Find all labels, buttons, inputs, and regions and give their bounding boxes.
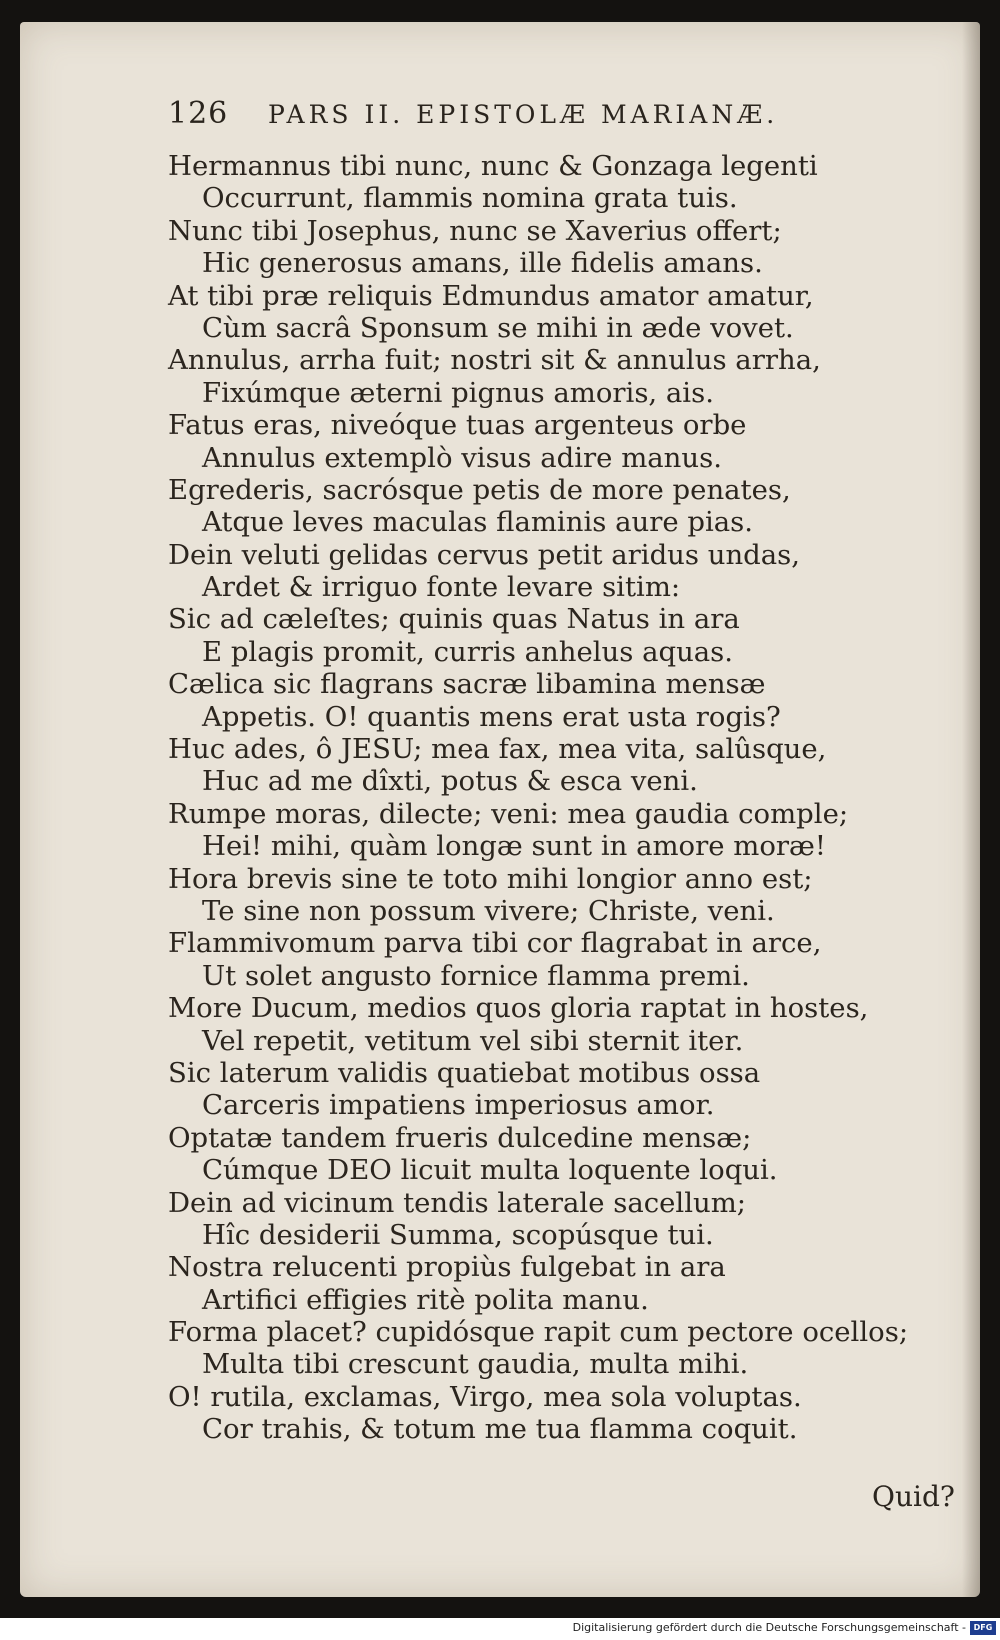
running-head: PARS II. EPISTOLÆ MARIANÆ.	[268, 100, 779, 129]
verse-line: Vel repetit, vetitum vel sibi sternit iter.	[202, 1024, 744, 1057]
book-page	[20, 22, 980, 1597]
verse-line: Dein ad vicinum tendis laterale sacellum;	[168, 1186, 747, 1219]
verse-line: Fixúmque æterni pignus amoris, ais.	[202, 376, 714, 409]
verse-line: Optatæ tandem frueris dulcedine mensæ;	[168, 1121, 752, 1154]
verse-line: Huc ad me dîxti, potus & esca veni.	[202, 765, 698, 798]
verse-line: Forma placet? cupidósque rapit cum pectore ocellos;	[168, 1316, 909, 1349]
verse-line: Cælica sic flagrans sacræ libamina mensæ	[168, 668, 766, 701]
verse-line: Egrederis, sacrósque petis de more penates,	[168, 473, 791, 506]
verse-line: E plagis promit, curris anhelus aquas.	[202, 635, 734, 668]
footer-credit: Digitalisierung gefördert durch die Deutsche Forschungsgemeinschaft -	[572, 1621, 966, 1634]
verse-line: Atque leves maculas flaminis aure pias.	[202, 506, 754, 539]
verse-line: Ardet & irriguo fonte levare sitim:	[202, 571, 681, 604]
verse-line: Dein veluti gelidas cervus petit aridus undas,	[168, 538, 801, 571]
verse-line: Flammivomum parva tibi cor flagrabat in arce,	[168, 927, 822, 960]
verse-line: Rumpe moras, dilecte; veni: mea gaudia comple;	[168, 797, 849, 830]
verse-line: Cúmque DEO licuit multa loquente loqui.	[202, 1154, 778, 1187]
verse-line: Carceris impatiens imperiosus amor.	[202, 1089, 715, 1122]
verse-line: Hei! mihi, quàm longæ sunt in amore moræ!	[202, 830, 826, 863]
verse-line: Annulus, arrha fuit; nostri sit & annulus arrha,	[168, 344, 821, 377]
verse-line: Fatus eras, niveóque tuas argenteus orbe	[168, 409, 747, 442]
verse-line: Sic laterum validis quatiebat motibus ossa	[168, 1056, 761, 1089]
verse-line: Nunc tibi Josephus, nunc se Xaverius offert;	[168, 214, 782, 247]
verse-line: O! rutila, exclamas, Virgo, mea sola voluptas.	[168, 1380, 802, 1413]
verse-line: Appetis. O! quantis mens erat usta rogis?	[202, 700, 781, 733]
verse-line: Multa tibi crescunt gaudia, multa mihi.	[202, 1348, 749, 1381]
verse-line: Te sine non possum vivere; Christe, veni.	[202, 894, 775, 927]
verse-line: At tibi præ reliquis Edmundus amator amatur,	[168, 279, 814, 312]
verse-line: Hîc desiderii Summa, scopúsque tui.	[202, 1218, 714, 1251]
verse-line: Ut solet angusto fornice flamma premi.	[202, 959, 750, 992]
page-number: 126	[168, 96, 229, 131]
verse-line: Annulus extemplò visus adire manus.	[202, 441, 722, 474]
verse-line: Cùm sacrâ Sponsum se mihi in æde vovet.	[202, 311, 794, 344]
verse-block	[168, 150, 968, 1446]
verse-line: Hic generosus amans, ille fidelis amans.	[202, 247, 763, 280]
verse-line: Cor trahis, & totum me tua flamma coquit.	[202, 1413, 798, 1446]
page-header	[168, 96, 868, 146]
verse-line: Artifici effigies ritè polita manu.	[202, 1283, 649, 1316]
catchword: Quid?	[872, 1480, 955, 1513]
verse-line: Sic ad cæleſtes; quinis quas Natus in ara	[168, 603, 740, 636]
verse-line: Nostra relucenti propiùs fulgebat in ara	[168, 1251, 726, 1284]
dfg-logo-icon: DFG	[970, 1621, 996, 1635]
verse-line: Hora brevis sine te toto mihi longior anno est;	[168, 862, 813, 895]
verse-line: Occurrunt, flammis nomina grata tuis.	[202, 182, 738, 215]
verse-line: Huc ades, ô JESU; mea fax, mea vita, salûsque,	[168, 733, 827, 766]
verse-line: More Ducum, medios quos gloria raptat in hostes,	[168, 992, 869, 1025]
verse-line: Hermannus tibi nunc, nunc & Gonzaga legenti	[168, 150, 818, 182]
digitization-footer	[0, 1618, 1000, 1640]
